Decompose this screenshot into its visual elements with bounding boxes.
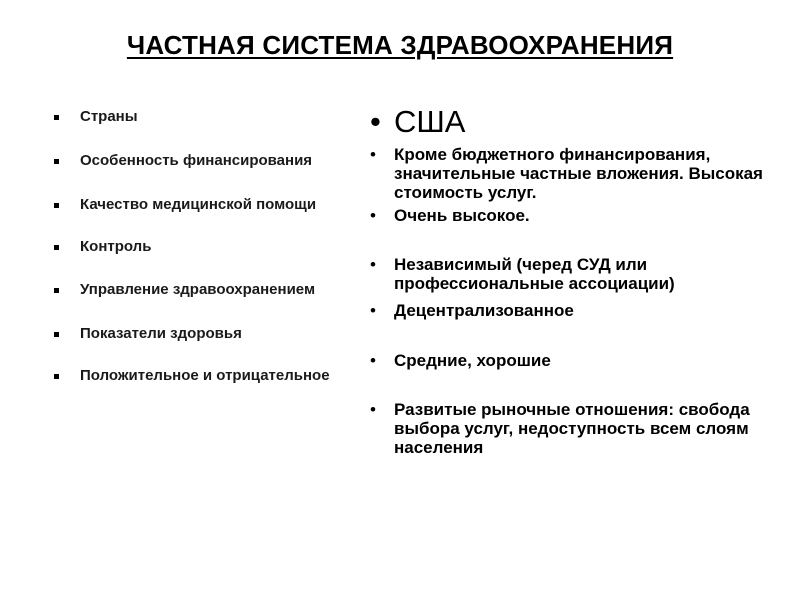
pros-cons-text: Развитые рыночные отношения: свобода выбора услуг, недоступность всем слоям населения — [394, 400, 750, 457]
pros-cons-item — [368, 400, 788, 457]
criteria-list — [52, 108, 332, 385]
criteria-label: Качество медицинской помощи — [80, 196, 317, 213]
criteria-label: Управление здравоохранением — [80, 281, 316, 298]
criteria-label: Особенность финансирования — [80, 152, 313, 169]
square-bullet-icon — [54, 288, 59, 293]
square-bullet-icon — [54, 374, 59, 379]
usa-characteristics-list — [368, 104, 788, 457]
criteria-item-pros-cons — [52, 367, 332, 385]
quality-text: Очень высокое. — [394, 206, 530, 225]
bullet-icon: • — [370, 351, 376, 370]
criteria-item-management — [52, 281, 332, 299]
country-item — [368, 104, 788, 140]
country-name: США — [394, 104, 466, 139]
square-bullet-icon — [54, 115, 59, 120]
control-text: Независимый (черед СУД или профессиональные ассоциации) — [394, 255, 675, 293]
bullet-icon: • — [370, 255, 376, 274]
criteria-label: Показатели здоровья — [80, 325, 242, 342]
criteria-item-quality — [52, 196, 332, 214]
management-item — [368, 301, 788, 320]
square-bullet-icon — [54, 332, 59, 337]
financing-text: Кроме бюджетного финансирования, значительные частные вложения. Высокая стоимость услуг. — [394, 145, 763, 202]
control-item — [368, 255, 788, 293]
criteria-label: Контроль — [80, 238, 152, 255]
bullet-icon: • — [370, 104, 381, 139]
square-bullet-icon — [54, 203, 59, 208]
square-bullet-icon — [54, 159, 59, 164]
bullet-icon: • — [370, 206, 376, 225]
financing-item — [368, 145, 788, 202]
quality-item — [368, 206, 788, 225]
criteria-item-financing — [52, 152, 332, 170]
criteria-item-countries — [52, 108, 332, 126]
slide-title: ЧАСТНАЯ СИСТЕМА ЗДРАВООХРАНЕНИЯ — [126, 30, 674, 60]
criteria-item-control — [52, 238, 332, 256]
criteria-item-health-indicators — [52, 325, 332, 343]
health-indicators-item — [368, 351, 788, 370]
bullet-icon: • — [370, 145, 376, 164]
bullet-icon: • — [370, 301, 376, 320]
bullet-icon: • — [370, 400, 376, 419]
criteria-label: Положительное и отрицательное — [80, 367, 330, 384]
criteria-label: Страны — [80, 108, 138, 125]
health-indicators-text: Средние, хорошие — [394, 351, 551, 370]
square-bullet-icon — [54, 245, 59, 250]
management-text: Децентрализованное — [394, 301, 574, 320]
